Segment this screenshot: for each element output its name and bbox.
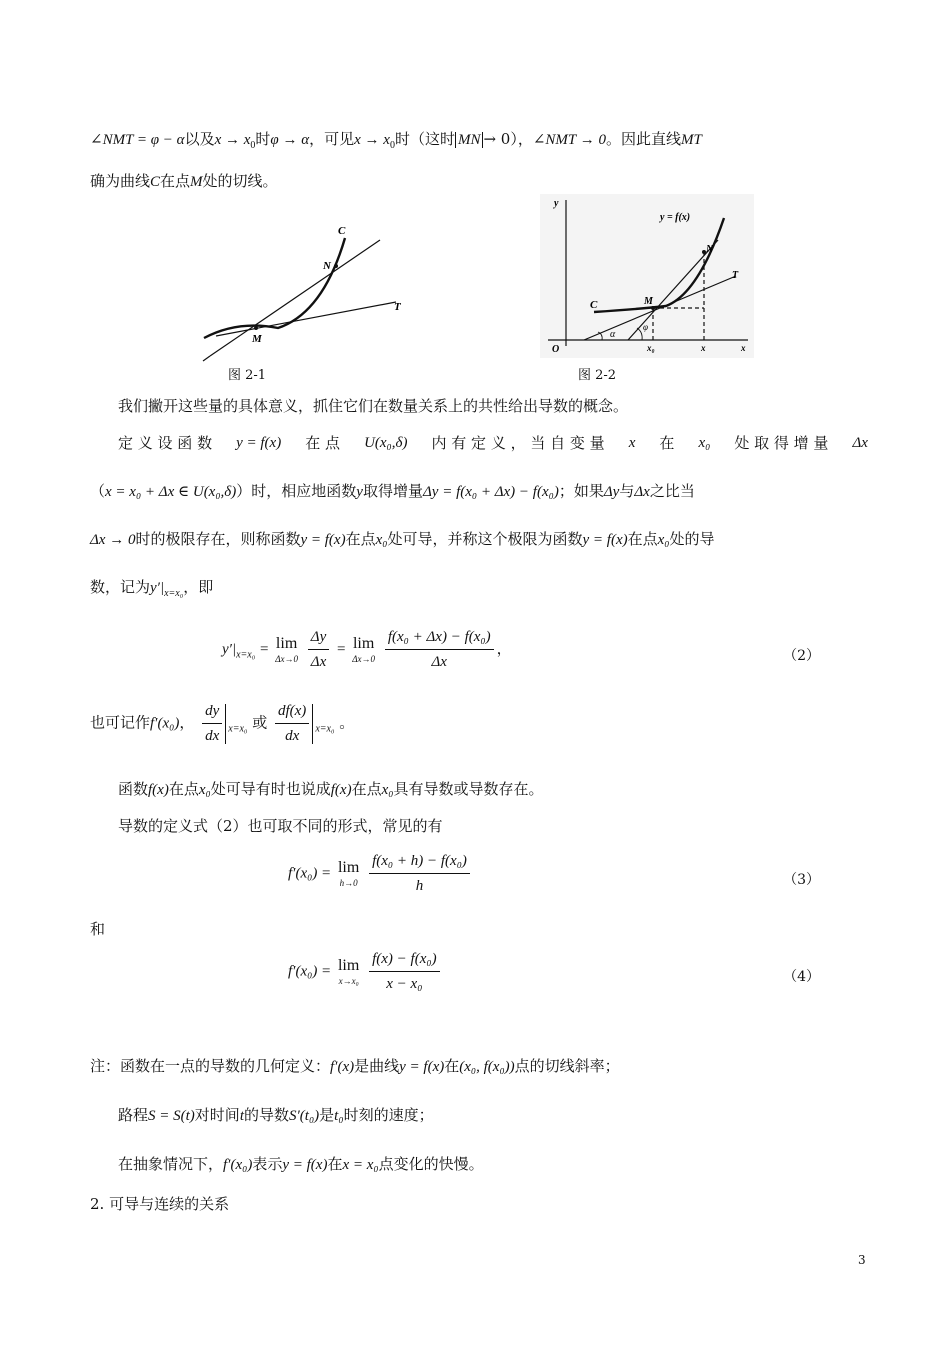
- curve-c: [204, 238, 345, 338]
- section-heading: 2. 可导与连续的关系: [90, 1195, 230, 1213]
- equation-number-2: （2）: [783, 648, 820, 664]
- alt-notation: 也可记作f′(x₀)， $\frac{dy}{dx}$ $_{x=x_0}$ 或 $\frac{df(x)}{dx}$ $_{x=x_0}$ 。: [90, 700, 354, 747]
- label-xaxis: x: [741, 343, 746, 353]
- label-alpha: α: [610, 329, 616, 340]
- label-t: T: [394, 301, 401, 313]
- equation-2: $y'|_{x=x_0}$ = lim Δx→0 $\frac{\Delta y}{\Delta x}$ = lim Δx→0 $\frac{\text{f(x₀ + Δx) − f(x₀)}}{\Delta x}$ ，: [222, 626, 512, 673]
- caption-fig-2-2: 图 2-2: [578, 368, 617, 383]
- fraction-dy-dx: $\frac{\Delta y}{\Delta x}$: [308, 626, 329, 673]
- remark-2: 导数的定义式（2）也可取不同的形式，常见的有: [118, 817, 443, 835]
- label-x: x: [701, 343, 706, 353]
- note-line2: 路程S = S(t)对时间t的导数S′(t₀)是t₀时刻的速度；: [118, 1106, 434, 1124]
- equation-4: f′(x₀) = lim x→x₀ $\frac{\text{f(x) − f(x₀)}}{\text{x − x₀}}$: [288, 948, 443, 995]
- definition-line3: Δx → 0时的极限存在，则称函数y = f(x)在点x₀处可导，并称这个极限为函数y = f(x)在点x₀处的导: [90, 530, 715, 548]
- fraction-difference: $\frac{\text{f(x₀ + Δx) − f(x₀)}}{\Delta x}$: [385, 626, 494, 673]
- limit-2: lim Δx→0: [352, 634, 376, 664]
- caption-fig-2-1: 图 2-1: [228, 368, 267, 383]
- definition-line4: 数，记为$y'|_{x=x_0}$，即: [90, 578, 214, 599]
- intro-paragraph: 我们撇开这些量的具体意义，抓住它们在数量关系上的共性给出导数的概念。: [118, 397, 629, 415]
- definition-line2: （x = x₀ + Δx ∈ U(x₀,δ)）时，相应地函数y取得增量Δy = f(x₀ + Δx) − f(x₀)；如果Δy与Δx之比当: [90, 482, 695, 500]
- equation-number-4: （4）: [783, 969, 820, 985]
- label-c2: C: [590, 299, 598, 311]
- label-n: N: [323, 260, 331, 272]
- secant-dash: [203, 356, 210, 361]
- label-o: O: [552, 344, 560, 355]
- page-number: 3: [858, 1253, 866, 1267]
- remark-1: 函数f(x)在点x₀处可导有时也说成f(x)在点x₀具有导数或导数存在。: [118, 780, 544, 798]
- para1-line2: 确为曲线C在点M处的切线。: [90, 172, 278, 190]
- figure-2-1: [198, 218, 410, 366]
- figure-2-2: [540, 194, 754, 358]
- and-word: 和: [90, 920, 106, 938]
- tangent-line: [216, 302, 396, 336]
- note-line3: 在抽象情况下，f′(x₀)表示y = f(x)在x = x₀点变化的快慢。: [118, 1155, 484, 1173]
- equation-3: f′(x₀) = lim h→0 $\frac{\text{f(x₀ + h) − f(x₀)}}{h}$: [288, 850, 473, 897]
- label-y: y: [554, 198, 559, 209]
- label-phi: φ: [643, 322, 648, 332]
- label-func: y = f(x): [660, 212, 691, 223]
- para1-line1: ∠NMT = φ − α以及$x \to x_0$时φ → α，可见$x \to x_0$时（这时 MN → 0），∠NMT → 0。因此直线MT: [90, 130, 702, 151]
- point-n: [334, 264, 338, 268]
- secant-line: [210, 240, 380, 356]
- label-x0: x₀: [647, 343, 655, 353]
- equation-number-3: （3）: [783, 872, 820, 888]
- label-m2: M: [644, 296, 653, 307]
- label-t2: T: [732, 270, 739, 281]
- point-m: [254, 326, 258, 330]
- note-line1: 注：函数在一点的导数的几何定义：f′(x)是曲线y = f(x)在(x₀, f(x₀))点的切线斜率；: [90, 1057, 620, 1075]
- label-c: C: [338, 225, 346, 237]
- label-n2: N: [706, 244, 714, 255]
- limit-1: lim Δx→0: [275, 634, 298, 664]
- definition-line1: 定 义 设 函 数 y = f(x) 在 点 U(x₀,δ) 内 有 定 义 ， 当 自 变 量 x 在 x₀ 处 取 得 增 量 Δx: [118, 434, 868, 452]
- label-m: M: [252, 333, 262, 345]
